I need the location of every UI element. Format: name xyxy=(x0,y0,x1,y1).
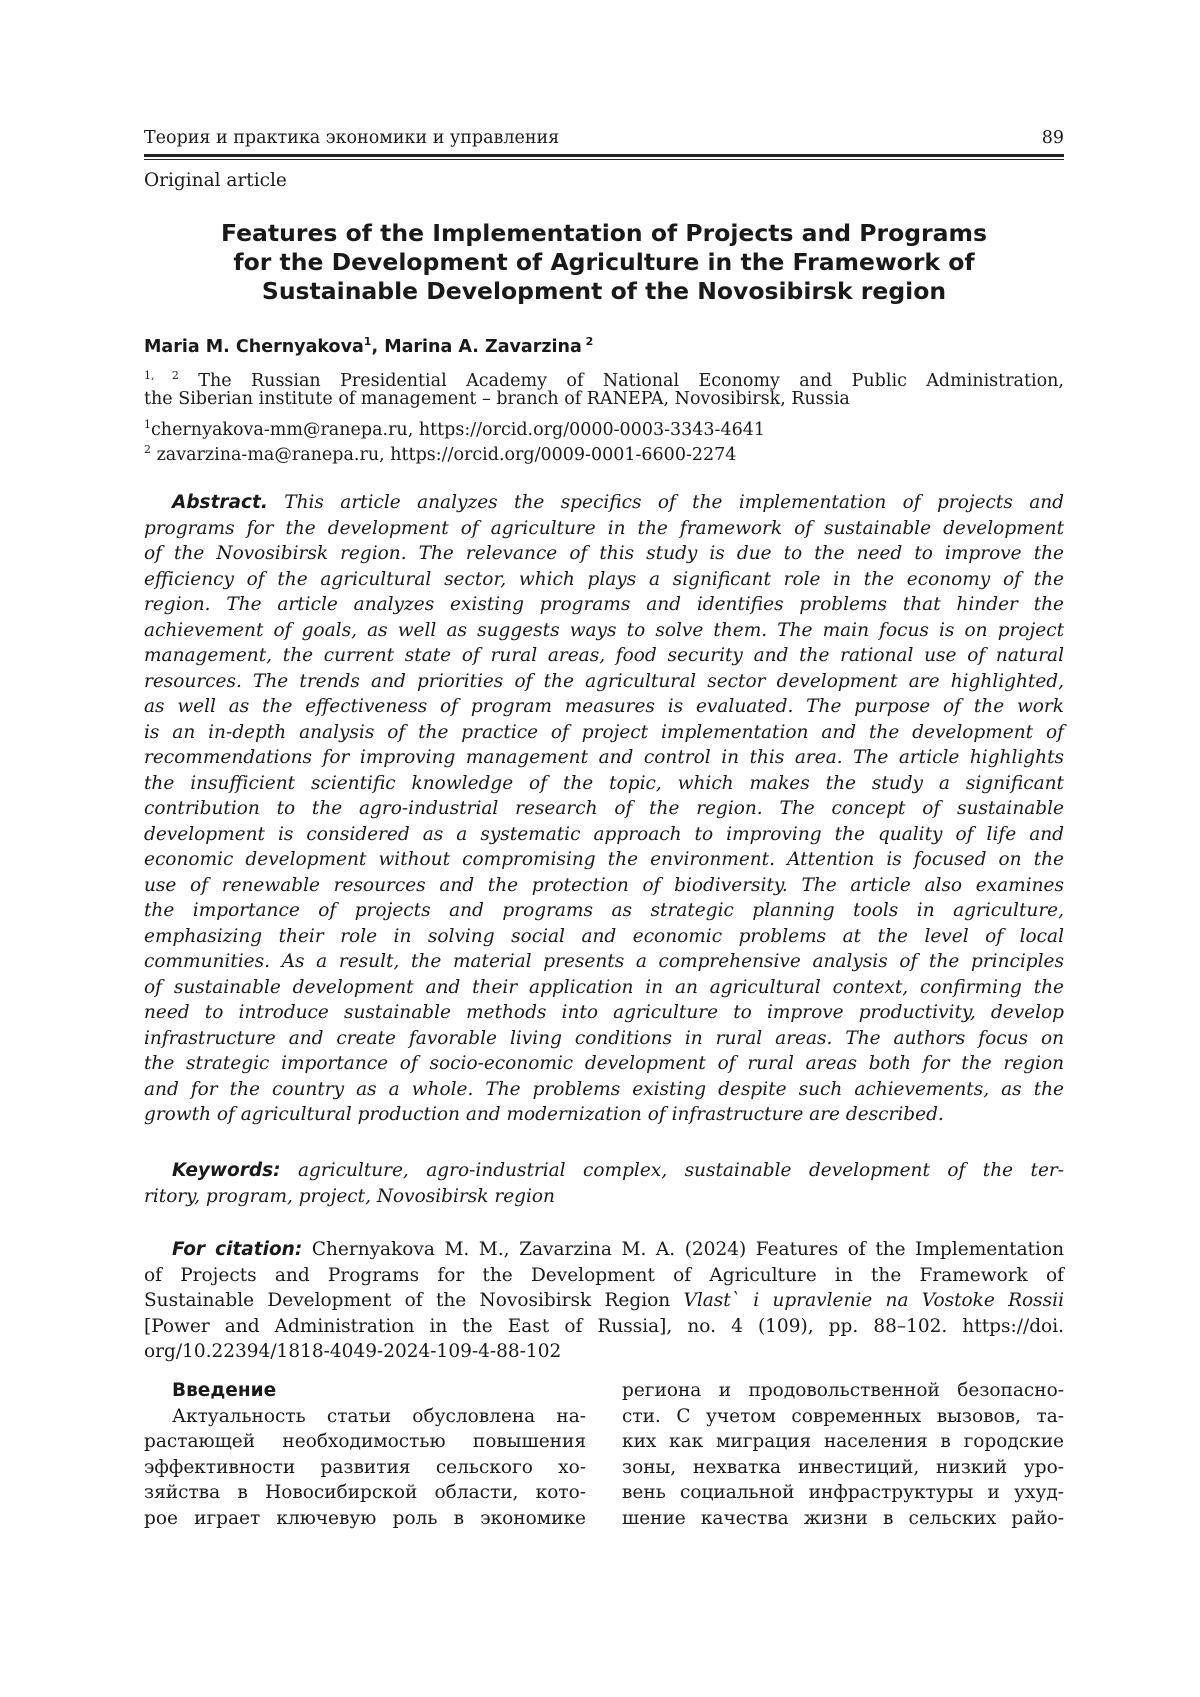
text-line: need to introduce sustainable methods into agriculture to improve productivity, develop xyxy=(144,1002,1064,1023)
citation-line: of Projects and Programs for the Development of Agriculture in the Framework of xyxy=(144,1264,1064,1286)
affiliation-sup: 1, 2 xyxy=(144,369,179,382)
author-sup: 1 xyxy=(363,335,372,348)
citation-line: org/10.22394/1818-4049-2024-109-4-88-102 xyxy=(144,1341,562,1362)
text-line: эффективности развития сельского хо- xyxy=(144,1456,586,1478)
citation-text: Sustainable Development of the Novosibirsk Region xyxy=(144,1290,684,1311)
text-line: зоны, нехватка инвестиций, низкий уро- xyxy=(622,1456,1064,1478)
author-separator: , xyxy=(371,336,385,357)
text-line: the importance of projects and programs as strategic planning tools in agriculture, xyxy=(144,900,1064,921)
abstract-line xyxy=(144,490,1064,516)
citation-line xyxy=(144,1288,1064,1314)
author-name: Marina A. Zavarzina xyxy=(384,336,582,357)
right-column-text xyxy=(622,1378,1064,1531)
page-number: 89 xyxy=(1041,128,1064,148)
affiliation-line: the Siberian institute of management – branch of RANEPA, Novosibirsk, Russia xyxy=(144,388,850,409)
author-contact xyxy=(144,443,736,465)
text-line: infrastructure and create favorable living conditions in rural areas. The authors focus on xyxy=(144,1027,1064,1049)
body-column-left xyxy=(144,1378,586,1531)
text-line: economic development without compromising the environment. Attention is focused on the xyxy=(144,849,1064,870)
text-line: emphasizing their role in solving social and economic problems at the level of local xyxy=(144,925,1064,947)
text-line: шение качества жизни в сельских райо- xyxy=(622,1507,1064,1529)
text-line: communities. As a result, the material presents a comprehensive analysis of the principles xyxy=(144,951,1064,972)
author-contact xyxy=(144,418,765,440)
text-line: растающей необходимостью повышения xyxy=(144,1431,586,1452)
citation-journal: Vlast` i upravlenie na Vostoke Rossii xyxy=(683,1290,1065,1311)
abstract-text: This article analyzes the specifics of the implementation of projects and xyxy=(267,492,1064,513)
text-line: рое играет ключевую роль в экономике xyxy=(144,1507,586,1529)
author-list xyxy=(144,335,593,357)
text-line: зяйства в Новосибирской области, кото- xyxy=(144,1482,586,1503)
author-name: Maria M. Chernyakova xyxy=(144,336,364,357)
text-line: ких как миграция населения в городские xyxy=(622,1431,1064,1452)
abstract-label: Abstract. xyxy=(172,492,268,513)
body-column-right xyxy=(622,1378,1064,1531)
citation-text: Chernyakova M. M., Zavarzina M. A. (2024) Features of the Implementation xyxy=(302,1239,1065,1260)
text-line: programs for the development of agriculture in the framework of sustainable development xyxy=(144,517,1064,539)
text-line: resources. The trends and priorities of the agricultural sector development are highlighted, xyxy=(144,670,1064,692)
affiliation-text: The Russian Presidential Academy of National Economy and Public Administration, xyxy=(178,370,1064,391)
section-heading: Введение xyxy=(172,1380,277,1401)
contact-sup: 1 xyxy=(144,418,151,431)
keywords-line xyxy=(144,1158,1064,1184)
text-line: is an in-depth analysis of the practice of project implementation and the development of xyxy=(144,721,1064,743)
text-line: вень социальной инфраструктуры и ухуд- xyxy=(622,1482,1064,1503)
text-line: development is considered as a systematic approach to improving the quality of life and xyxy=(144,823,1064,845)
text-line: the insufficient scientific knowledge of the topic, which makes the study a significant xyxy=(144,772,1064,794)
abstract-body xyxy=(144,516,1064,1128)
text-line: Актуальность статьи обусловлена на- xyxy=(172,1405,586,1427)
text-line: recommendations for improving management and control in this area. The article highlights xyxy=(144,747,1064,768)
text-line: сти. С учетом современных вызовов, та- xyxy=(622,1405,1064,1427)
text-line: of the Novosibirsk region. The relevance of this study is due to the need to improve the xyxy=(144,543,1064,564)
keywords-text: agriculture, agro-industrial complex, sustainable development of the ter- xyxy=(280,1160,1064,1181)
affiliation xyxy=(144,367,1064,408)
article-title xyxy=(144,219,1064,306)
contact-text: chernyakova-mm@ranepa.ru, https://orcid.org/0000-0003-3343-4641 xyxy=(151,419,765,440)
keywords-label: Keywords: xyxy=(172,1160,281,1181)
text-line: region. The article analyzes existing programs and identifies problems that hinder the xyxy=(144,594,1064,615)
journal-title: Теория и практика экономики и управления xyxy=(144,128,560,148)
keywords xyxy=(144,1158,1064,1209)
running-header xyxy=(144,122,1064,148)
affiliation-line xyxy=(144,367,1064,390)
keywords-line: ritory, program, project, Novosibirsk region xyxy=(144,1185,555,1207)
header-rule-thick xyxy=(144,154,1064,157)
title-line: for the Development of Agriculture in the Framework of xyxy=(233,248,975,276)
header-rule-thin xyxy=(144,159,1064,160)
citation-line: [Power and Administration in the East of Russia], no. 4 (109), pp. 88–102. https://doi. xyxy=(144,1315,1064,1337)
citation xyxy=(144,1237,1064,1365)
left-column-text xyxy=(144,1404,586,1532)
author-sup: 2 xyxy=(581,335,594,348)
text-line: growth of agricultural production and modernization of infrastructure are described. xyxy=(144,1104,944,1125)
citation-line xyxy=(144,1237,1064,1263)
abstract xyxy=(144,490,1064,1128)
text-line: of sustainable development and their application in an agricultural context, confirming the xyxy=(144,976,1064,998)
text-line: the strategic importance of socio-economic development of rural areas both for the region xyxy=(144,1053,1064,1074)
title-line: Sustainable Development of the Novosibirsk region xyxy=(261,277,947,305)
text-line: региона и продовольственной безопасно- xyxy=(622,1380,1064,1401)
title-line: Features of the Implementation of Projects and Programs xyxy=(221,219,987,247)
text-line: as well as the effectiveness of program measures is evaluated. The purpose of the work xyxy=(144,696,1064,717)
text-line: use of renewable resources and the protection of biodiversity. The article also examines xyxy=(144,874,1064,896)
text-line: achievement of goals, as well as suggests ways to solve them. The main focus is on project xyxy=(144,619,1064,641)
text-line: contribution to the agro-industrial research of the region. The concept of sustainable xyxy=(144,798,1064,819)
citation-label: For citation: xyxy=(172,1239,303,1260)
text-line: management, the current state of rural areas, food security and the rational use of natural xyxy=(144,645,1064,666)
contact-text: zavarzina-ma@ranepa.ru, https://orcid.org/0009-0001-6600-2274 xyxy=(151,444,737,465)
text-line: and for the country as a whole. The problems existing despite such achievements, as the xyxy=(144,1078,1064,1100)
article-type: Original article xyxy=(144,170,287,191)
contact-sup: 2 xyxy=(144,443,151,456)
text-line: efficiency of the agricultural sector, which plays a significant role in the economy of the xyxy=(144,568,1064,590)
